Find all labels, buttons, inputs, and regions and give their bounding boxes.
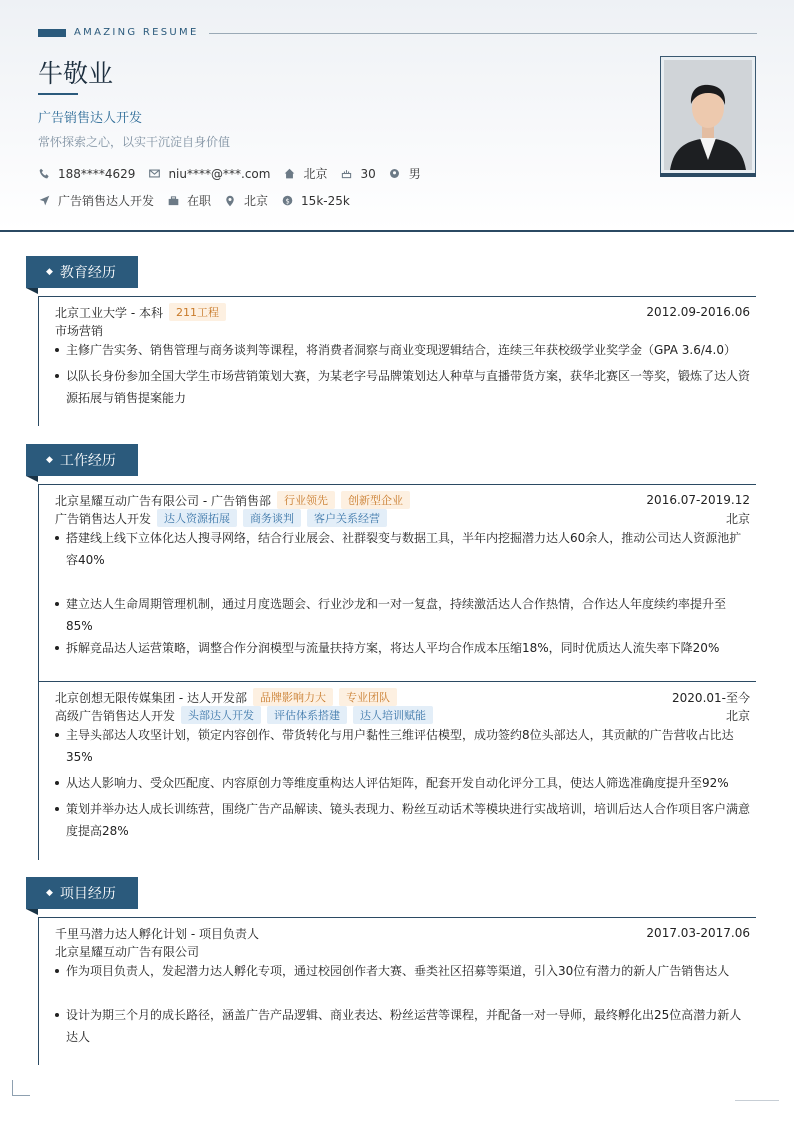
list-item: 设计为期三个月的成长路径，涵盖广告产品逻辑、商业表达、粉丝运营等课程，并配备一对一导师，最终孵化出25位高潜力新人达人 bbox=[55, 1004, 750, 1048]
heading-fold bbox=[26, 288, 38, 294]
company-name: 北京星耀互动广告有限公司 - 广告销售部 bbox=[55, 493, 271, 508]
skill-tag: 达人培训赋能 bbox=[353, 706, 433, 724]
home-text: 北京 bbox=[303, 167, 328, 181]
list-item: 建立达人生命周期管理机制，通过月度选题会、行业沙龙和一对一复盘，持续激活达人合作热情，合作达人年度续约率提升至85% bbox=[55, 593, 750, 637]
entry-date: 2017.03-2017.06 bbox=[646, 926, 750, 940]
briefcase-icon bbox=[167, 195, 179, 207]
project-entry bbox=[55, 924, 750, 960]
section-title: 工作经历 bbox=[59, 453, 116, 469]
project-org: 北京星耀互动广告有限公司 bbox=[55, 944, 200, 959]
salary-text: 15k-25k bbox=[301, 193, 350, 208]
company-tag: 品牌影响力大 bbox=[253, 688, 333, 706]
company-tag: 行业领先 bbox=[277, 491, 335, 509]
education-entry bbox=[55, 303, 750, 339]
skill-tag: 商务谈判 bbox=[243, 509, 301, 527]
info-gender bbox=[389, 165, 421, 182]
skill-tag: 评估体系搭建 bbox=[267, 706, 347, 724]
header-divider bbox=[209, 33, 757, 34]
skill-tag: 头部达人开发 bbox=[181, 706, 261, 724]
section-vertical-line bbox=[38, 917, 39, 1065]
send-icon bbox=[38, 195, 50, 207]
resume-header bbox=[0, 0, 794, 232]
location-icon bbox=[224, 195, 236, 207]
phone-icon bbox=[38, 168, 50, 180]
role-title: 高级广告销售达人开发 bbox=[55, 708, 176, 723]
info-home bbox=[283, 165, 327, 182]
gender-text: 男 bbox=[408, 167, 421, 181]
page-corner-line bbox=[735, 1100, 779, 1101]
header-tag: AMAZING RESUME bbox=[74, 27, 199, 38]
role-title: 广告销售达人开发 bbox=[55, 511, 152, 526]
info-phone bbox=[38, 167, 135, 181]
school-tag: 211工程 bbox=[169, 303, 226, 321]
location-text: 北京 bbox=[244, 194, 269, 208]
status-text: 在职 bbox=[187, 194, 212, 208]
company-name: 北京创想无限传媒集团 - 达人开发部 bbox=[55, 690, 247, 705]
cake-icon bbox=[340, 168, 352, 180]
info-intent bbox=[38, 192, 154, 209]
entry-date: 2016.07-2019.12 bbox=[646, 493, 750, 507]
age-text: 30 bbox=[360, 166, 376, 181]
section-work-heading bbox=[26, 444, 138, 476]
school-name: 北京工业大学 - 本科 bbox=[55, 305, 163, 320]
list-item: 策划并举办达人成长训练营，围绕广告产品解读、镜头表现力、粉丝互动话术等模块进行实战培训，培训后达人合作项目客户满意度提高28% bbox=[55, 798, 750, 842]
section-vertical-line bbox=[38, 484, 39, 860]
list-item: 搭建线上线下立体化达人搜寻网络，结合行业展会、社群裂变与数据工具，半年内挖掘潜力达人60余人，推动公司达人资源池扩容40% bbox=[55, 527, 750, 571]
section-divider bbox=[38, 917, 756, 918]
entry-date: 2012.09-2016.06 bbox=[646, 305, 750, 319]
section-project-heading bbox=[26, 877, 138, 909]
motto: 常怀探索之心，以实干沉淀自身价值 bbox=[38, 135, 231, 149]
info-salary bbox=[281, 194, 350, 208]
info-email bbox=[148, 167, 270, 181]
job-intent-row bbox=[38, 192, 363, 209]
info-age bbox=[340, 167, 375, 181]
contact-row bbox=[38, 165, 434, 182]
heading-fold bbox=[26, 909, 38, 915]
project-name: 千里马潜力达人孵化计划 - 项目负责人 bbox=[55, 926, 259, 941]
entry-date: 2020.01-至今 bbox=[672, 690, 750, 705]
email-text: niu****@***.com bbox=[168, 166, 271, 181]
info-location bbox=[224, 192, 268, 209]
skill-tag: 达人资源拓展 bbox=[157, 509, 237, 527]
list-item: 拆解竞品达人运营策略，调整合作分润模型与流量扶持方案，将达人平均合作成本压缩18%，同时优质达人流失率下降20% bbox=[55, 637, 750, 659]
major: 市场营销 bbox=[55, 323, 104, 338]
diamond-icon: ◆ bbox=[46, 267, 53, 277]
list-item: 从达人影响力、受众匹配度、内容原创力等维度重构达人评估矩阵，配套开发自动化评分工具，使达人筛选准确度提升至92% bbox=[55, 772, 750, 794]
job-title: 广告销售达人开发 bbox=[38, 111, 143, 126]
work-entry bbox=[55, 688, 750, 724]
list-item: 主修广告实务、销售管理与商务谈判等课程，将消费者洞察与商业变现逻辑结合，连续三年获校级学业奖学金（GPA 3.6/4.0） bbox=[55, 339, 750, 361]
heading-fold bbox=[26, 476, 38, 482]
section-divider bbox=[38, 484, 756, 485]
entry-city: 北京 bbox=[725, 511, 750, 526]
phone-text: 188****4629 bbox=[58, 166, 136, 181]
svg-text:$: $ bbox=[284, 197, 290, 206]
salary-icon bbox=[281, 195, 293, 207]
intent-text: 广告销售达人开发 bbox=[58, 194, 155, 208]
avatar bbox=[664, 60, 752, 170]
company-tag: 专业团队 bbox=[339, 688, 397, 706]
entry-divider bbox=[38, 681, 756, 682]
page-corner-mark bbox=[12, 1080, 30, 1096]
list-item: 作为项目负责人，发起潜力达人孵化专项，通过校园创作者大赛、垂类社区招募等渠道，引入30位有潜力的新人广告销售达人 bbox=[55, 960, 750, 982]
section-education-heading bbox=[26, 256, 138, 288]
work-entry bbox=[55, 491, 750, 527]
skill-tag: 客户关系经营 bbox=[307, 509, 387, 527]
info-status bbox=[167, 192, 211, 209]
section-title: 教育经历 bbox=[59, 265, 116, 281]
company-tag: 创新型企业 bbox=[341, 491, 410, 509]
header-accent-bar bbox=[38, 29, 66, 37]
mail-icon bbox=[148, 168, 160, 180]
profile-photo bbox=[660, 56, 756, 174]
entry-city: 北京 bbox=[725, 708, 750, 723]
name-underline bbox=[38, 93, 78, 95]
gender-icon bbox=[389, 168, 401, 180]
section-vertical-line bbox=[38, 296, 39, 426]
section-title: 项目经历 bbox=[59, 886, 116, 902]
list-item: 以队长身份参加全国大学生市场营销策划大赛，为某老字号品牌策划达人种草与直播带货方案，获华北赛区一等奖，锻炼了达人资源拓展与销售提案能力 bbox=[55, 365, 750, 409]
diamond-icon: ◆ bbox=[46, 455, 53, 465]
list-item: 主导头部达人攻坚计划，锁定内容创作、带货转化与用户黏性三维评估模型，成功签约8位头部达人，其贡献的广告营收占比达35% bbox=[55, 724, 750, 768]
diamond-icon: ◆ bbox=[46, 888, 53, 898]
candidate-name: 牛敬业 bbox=[38, 59, 114, 88]
section-divider bbox=[38, 296, 756, 297]
home-icon bbox=[283, 168, 295, 180]
